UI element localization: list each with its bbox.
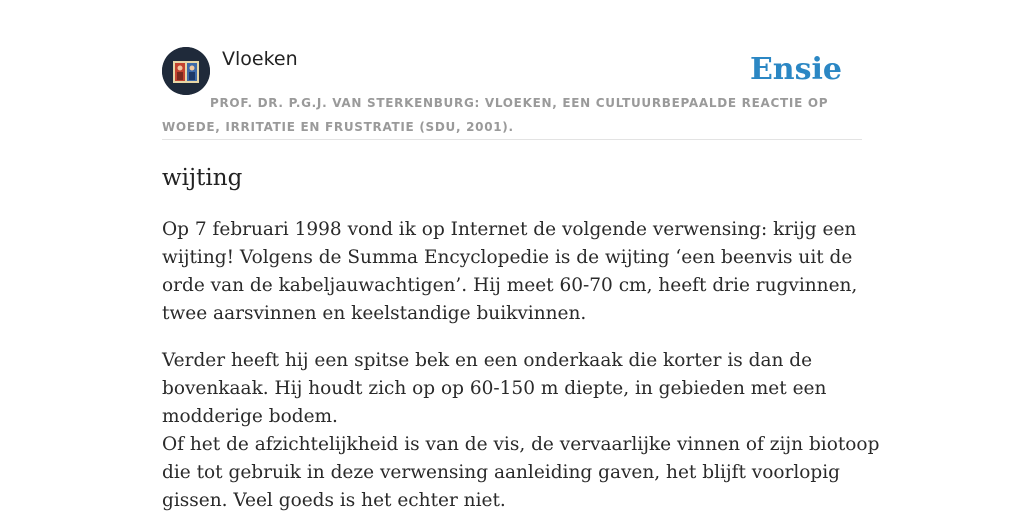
site-name[interactable]: Vloeken [222, 48, 298, 70]
source-citation[interactable]: PROF. DR. P.G.J. VAN STERKENBURG: VLOEKEN, EEN CULTUURBEPAALDE REACTIE OP WOEDE, IRRITATIE EN FRUSTRATIE (SDU, 2001). [162, 96, 829, 134]
brand-logo[interactable]: Ensie [749, 52, 842, 87]
paragraph-1: Op 7 februari 1998 vond ik op Internet de volgende verwensing: krijg een wijting! Volgens de Summa Encyclopedie is de wijting ‘een beenvis uit de orde van de kabeljauwachtigen’. Hij meet 60-70 cm, heeft drie rugvinnen, twee aarsvinnen en keelstandige buikvinnen. [162, 219, 858, 324]
paragraph-3: Of het de afzichtelijkheid is van de vis, de vervaarlijke vinnen of zijn biotoop die tot gebruik in deze verwensing aanleiding gaven, het blijft voorlopig gissen. Veel goeds is het echter niet. [162, 434, 880, 511]
paragraph-2: Verder heeft hij een spitse bek en een onderkaak die korter is dan de bovenkaak. Hij houdt zich op op 60-150 m diepte, in gebieden met een modderige bodem. [162, 350, 827, 427]
article-title: wijting [162, 165, 243, 191]
header [162, 47, 862, 140]
avatar[interactable] [162, 47, 210, 95]
book-cover-icon [162, 47, 210, 95]
